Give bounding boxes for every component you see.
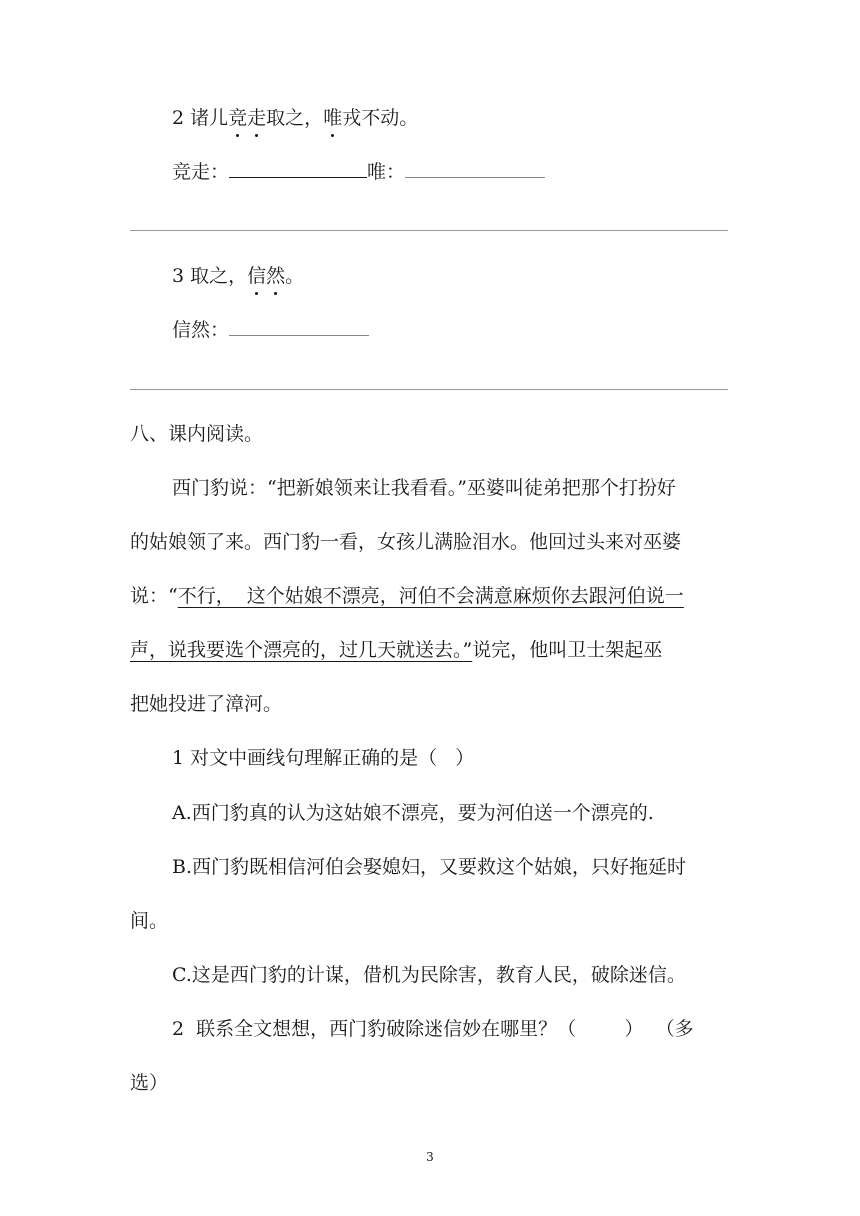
emphasis-char: 然 xyxy=(266,265,286,287)
label-jingzou: 竞走： xyxy=(172,161,230,183)
answer-blank[interactable] xyxy=(229,163,367,178)
passage-line: 西门豹说：“把新娘领来让我看看。”巫婆叫徒弟把那个打扮好 xyxy=(172,477,676,499)
answer-blank[interactable] xyxy=(405,163,545,178)
passage-line: 把她投进了漳河。 xyxy=(130,693,283,715)
option-c[interactable]: C.这是西门豹的计谋，借机为民除害，教育人民，破除迷信。 xyxy=(172,964,686,986)
emphasis-char: 竞 xyxy=(228,107,248,129)
answer-line[interactable] xyxy=(130,230,728,231)
passage-line: 的姑娘领了来。西门豹一看，女孩儿满脸泪水。他回过头来对巫婆 xyxy=(130,531,682,553)
question-2: 2 联系全文想想，西门豹破除迷信妙在哪里？（ ） （多 xyxy=(172,1018,694,1040)
emphasis-char: 唯 xyxy=(323,107,343,129)
label-wei: 唯： xyxy=(367,161,406,183)
underlined-sentence: 声，说我要选个漂亮的，过几天就送去。” xyxy=(130,639,473,661)
label-xinran: 信然： xyxy=(172,319,230,341)
question-3-line: 3 取之，信然。 xyxy=(172,265,305,287)
option-b-cont: 间。 xyxy=(130,910,169,932)
question-1: 1 对文中画线句理解正确的是（ ） xyxy=(172,747,475,769)
underlined-sentence: 不行， 这个姑娘不漂亮，河伯不会满意麻烦你去跟河伯说一 xyxy=(177,585,684,607)
emphasis-char: 信 xyxy=(247,265,267,287)
question-2-answer-row xyxy=(172,160,545,184)
answer-blank[interactable] xyxy=(229,321,369,336)
page-number: 3 xyxy=(426,1150,434,1164)
answer-line[interactable] xyxy=(130,389,728,390)
option-b[interactable]: B.西门豹既相信河伯会娶媳妇，又要救这个姑娘，只好拖延时 xyxy=(172,856,687,878)
question-2-line: 2 诸儿竞走取之，唯戎不动。 xyxy=(172,107,419,129)
option-a[interactable]: A.西门豹真的认为这姑娘不漂亮，要为河伯送一个漂亮的. xyxy=(172,802,654,824)
section-heading: 八、课内阅读。 xyxy=(130,423,264,445)
question-3-answer-row xyxy=(172,318,369,342)
emphasis-char: 走 xyxy=(247,107,267,129)
passage-line: 声，说我要选个漂亮的，过几天就送去。”说完，他叫卫士架起巫 xyxy=(130,639,663,661)
question-2-cont: 选） xyxy=(130,1072,169,1094)
passage-line: 说：“不行， 这个姑娘不漂亮，河伯不会满意麻烦你去跟河伯说一 xyxy=(130,585,684,607)
